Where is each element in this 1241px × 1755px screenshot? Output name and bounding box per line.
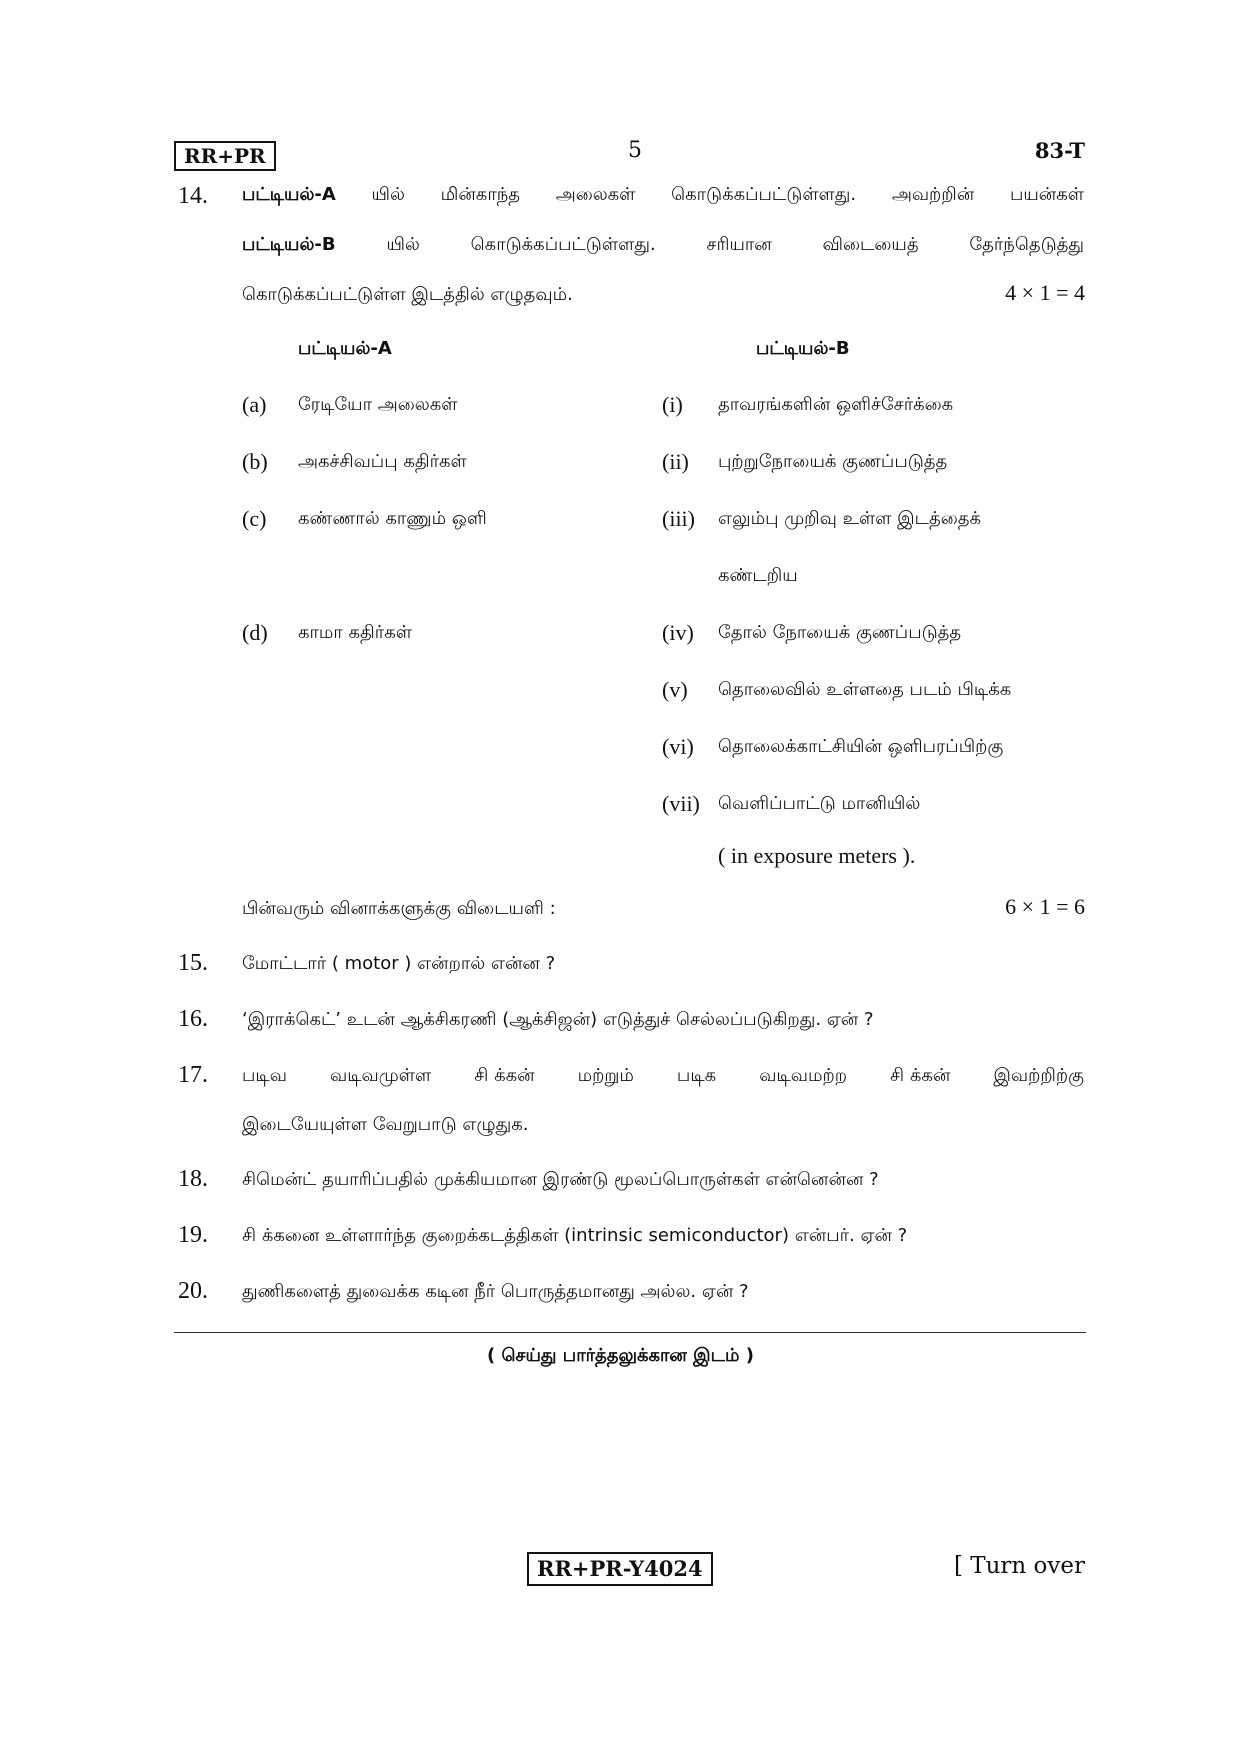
- word: வடிவமற்ற: [759, 1065, 847, 1086]
- list-a-label: (b): [242, 449, 268, 474]
- list-b-item: எலும்பு முறிவு உள்ள இடத்தைக்: [718, 508, 981, 529]
- list-b-item: தோல் நோயைக் குணப்படுத்த: [718, 622, 962, 643]
- page-number: 5: [628, 138, 642, 163]
- question-number: 19.: [178, 1222, 208, 1248]
- question-text: மோட்டார் ( motor ) என்றால் என்ன ?: [242, 953, 556, 974]
- word: சி க்கன்: [474, 1065, 535, 1086]
- list-b-ref: பட்டியல்-B: [242, 234, 336, 255]
- word: யில்: [386, 234, 420, 255]
- question-number: 17.: [178, 1062, 208, 1088]
- word: கொடுக்கப்பட்டுள்ளது.: [470, 234, 656, 255]
- question-text: துணிகளைத் துவைக்க கடின நீர் பொருத்தமானது அல்ல. ஏன் ?: [242, 1281, 749, 1302]
- q14-line-1: [242, 184, 1084, 207]
- divider-line: [174, 1332, 1086, 1333]
- list-a-item: காமா கதிர்கள்: [298, 622, 412, 643]
- list-a-heading: பட்டியல்-A: [298, 338, 392, 359]
- question-text: ‘இராக்கெட்’ உடன் ஆக்சிகரணி (ஆக்சிஜன்) எடுத்துச் செல்லப்படுகிறது. ஏன் ?: [242, 1009, 874, 1030]
- q14-number: 14.: [178, 183, 208, 209]
- word: விடையைத்: [822, 234, 919, 255]
- question-number: 20.: [178, 1278, 208, 1304]
- question-text: சிமென்ட் தயாரிப்பதில் முக்கியமான இரண்டு மூலப்பொருள்கள் என்னென்ன ?: [242, 1169, 879, 1190]
- list-b-item: தொலைவில் உள்ளதை படம் பிடிக்க: [718, 679, 1012, 700]
- list-a-label: (c): [242, 506, 267, 531]
- word: பயன்கள்: [1009, 184, 1084, 205]
- question-number: 18.: [178, 1166, 208, 1192]
- word: தேர்ந்தெடுத்து: [969, 234, 1084, 255]
- word: கொடுக்கப்பட்டுள்ளது.: [671, 184, 857, 205]
- word: படிக: [676, 1065, 717, 1086]
- section-instruction: பின்வரும் வினாக்களுக்கு விடையளி :: [242, 898, 556, 919]
- question-text-line-1: [242, 1065, 1084, 1088]
- turn-over-label: [ Turn over: [953, 1553, 1085, 1579]
- list-b-label: (v): [662, 677, 688, 702]
- list-a-item: ரேடியோ அலைகள்: [298, 394, 458, 415]
- q14-line-3: கொடுக்கப்பட்டுள்ள இடத்தில் எழுதவும்.: [242, 284, 573, 305]
- list-b-label: (iv): [662, 620, 694, 645]
- list-b-label: (vi): [662, 734, 694, 759]
- list-b-label: (i): [662, 392, 683, 417]
- list-b-item: தொலைக்காட்சியின் ஒளிபரப்பிற்கு: [718, 736, 1004, 757]
- word: சி க்கன்: [890, 1065, 951, 1086]
- header-code-box: RR+PR: [174, 141, 276, 171]
- list-b-item-continued: கண்டறிய: [718, 565, 798, 586]
- question-text: சி க்கனை உள்ளார்ந்த குறைக்கடத்திகள் (intrinsic semiconductor) என்பர். ஏன் ?: [242, 1225, 908, 1246]
- list-b-item-continued: ( in exposure meters ).: [718, 843, 916, 868]
- word: யில்: [371, 184, 405, 205]
- question-number: 16.: [178, 1006, 208, 1032]
- q14-marks: 4 × 1 = 4: [1005, 280, 1085, 305]
- list-b-label: (vii): [662, 791, 700, 816]
- list-a-label: (d): [242, 620, 268, 645]
- paper-code: 83-T: [1034, 138, 1085, 163]
- word: இவற்றிற்கு: [993, 1065, 1084, 1086]
- footer-code-box: RR+PR-Y4024: [527, 1552, 713, 1586]
- word: மற்றும்: [577, 1065, 634, 1086]
- list-a-item: அகச்சிவப்பு கதிர்கள்: [298, 451, 467, 472]
- list-a-label: (a): [242, 392, 267, 417]
- list-b-heading: பட்டியல்-B: [756, 338, 850, 359]
- question-text-line-2: இடையேயுள்ள வேறுபாடு எழுதுக.: [242, 1114, 529, 1135]
- list-b-item: வெளிப்பாட்டு மானியில்: [718, 793, 921, 814]
- list-b-item: புற்றுநோயைக் குணப்படுத்த: [718, 451, 948, 472]
- list-b-item: தாவரங்களின் ஒளிச்சேர்க்கை: [718, 394, 954, 415]
- word: அவற்றின்: [891, 184, 975, 205]
- word: அலைகள்: [555, 184, 636, 205]
- word: படிவ: [242, 1065, 287, 1086]
- q14-line-2: [242, 234, 1084, 257]
- question-number: 15.: [178, 950, 208, 976]
- rough-work-label: ( செய்து பார்த்தலுக்கான இடம் ): [487, 1345, 754, 1366]
- word: வடிவமுள்ள: [329, 1065, 432, 1086]
- list-b-label: (iii): [662, 506, 695, 531]
- list-a-item: கண்ணால் காணும் ஒளி: [298, 508, 487, 529]
- section-marks: 6 × 1 = 6: [1005, 894, 1085, 919]
- word: மின்காந்த: [440, 184, 520, 205]
- list-a-ref: பட்டியல்-A: [242, 184, 336, 205]
- list-b-label: (ii): [662, 449, 689, 474]
- word: சரியான: [706, 234, 772, 255]
